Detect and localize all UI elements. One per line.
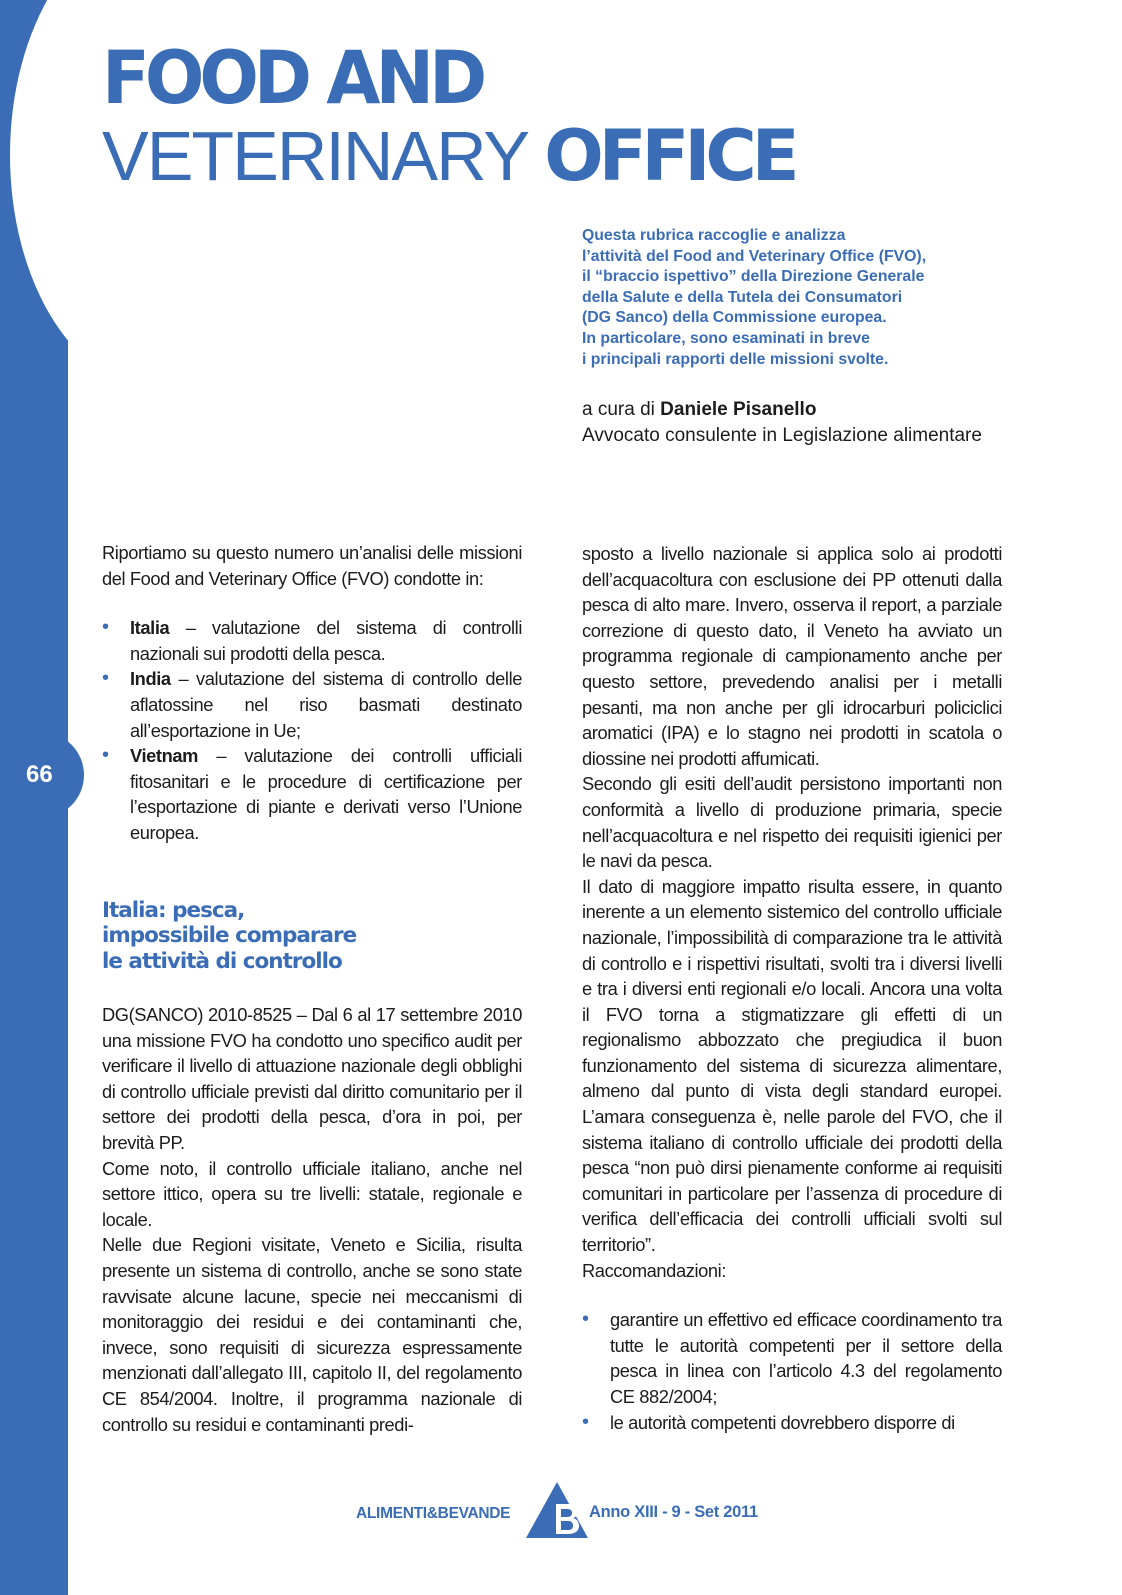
bullet-term: India (130, 668, 171, 690)
journal-logo-icon (526, 1482, 588, 1538)
intro-line: Questa rubrica raccoglie e analizza (582, 227, 846, 244)
page-title (102, 34, 795, 197)
intro-line: (DG Sanco) della Commissione europea. (582, 309, 887, 327)
bullet-text: – valutazione dei controlli ufficiali fitosanitari e le procedure di certificazione per l’esportazione di piante e derivati verso l’Unione europea. (130, 745, 522, 843)
byline (582, 397, 1022, 449)
bullet-term: Italia (130, 617, 170, 639)
page-number: 66 (0, 732, 84, 818)
intro-line: l’attività del Food and Veterinary Office (FVO), (582, 247, 927, 265)
list-item (102, 615, 522, 666)
byline-author (582, 397, 1022, 423)
bullet-text: – valutazione del sistema di controlli nazionali sui prodotti della pesca. (130, 617, 522, 664)
body-paragraph: Il dato di maggiore impatto risulta essere, in quanto inerente a un elemento sistemico del controllo ufficiale nazionale, l’impossibilità di comparazione tra le attività di controllo e i rispettivi risultati, svolti tra i diversi livelli e tra i diversi enti regionali e/o locali. Ancora una volta il FVO torna a stigmatizzare gli effetti di un regionalismo abbozzato che pregiudica il buon funzionamento del sistema di sicurezza alimentare, almeno dal punto di vista degli standard europei. L’amara conseguenza è, nelle parole del FVO, che il sistema italiano di controllo ufficiale dei prodotti della pesca “non può dirsi pienamente conforme ai requisiti comunitari in particolare per l’assenza di procedure di verifica dell’efficacia dei controlli ufficiali svolti sul territorio”. (582, 875, 1002, 1256)
journal-name: ALIMENTI&BEVANDE (356, 1505, 511, 1522)
section-heading (102, 898, 522, 975)
intro-line: della Salute e della Tutela dei Consumatori (582, 288, 903, 306)
byline-prefix: a cura di (582, 399, 661, 420)
lead-paragraph: Riportiamo su questo numero un’analisi delle missioni del Food and Veterinary Office (FVO) condotte in: (102, 542, 522, 589)
title-line-1: FOOD AND (102, 34, 483, 121)
heading-line: le attività di controllo (102, 948, 342, 974)
title-line-2-bold: OFFICE (544, 115, 795, 197)
footer (356, 1480, 786, 1540)
list-item: • garantire un effettivo ed efficace coordinamento tra tutte le autorità competenti per il settore della pesca in linea con l’articolo 4.3 del regolamento CE 882/2004; (582, 1307, 1002, 1409)
issue-info: Anno XIII - 9 - Set 2011 (589, 1503, 758, 1521)
list-item (102, 666, 522, 743)
body-paragraph: sposto a livello nazionale si applica solo ai prodotti dell’acquacoltura con esclusione dei PP ottenuti dalla pesca di alto mare. Invero, osserva il report, a parziale correzione di questo dato, il Veneto ha avviato un programma regionale di campionamento anche per questo settore, prevedendo analisi per i metalli pesanti, ma non anche per gli idrocarburi policiclici aromatici (IPA) e lo stagno nei prodotti in scatola o diossine nei prodotti affumicati. (582, 543, 1002, 769)
recommendations-list (582, 1307, 1002, 1435)
mission-list (102, 615, 522, 845)
title-line-2 (102, 115, 795, 197)
body-paragraph: Secondo gli esiti dell’audit persistono importanti non conformità a livello di produzione primaria, specie nell’acquacoltura e nel rispetto dei requisiti igienici per le navi da pesca. (582, 773, 1002, 872)
bullet-text: – valutazione del sistema di controllo delle aflatossine nel riso basmati destinato all’esportazione in Ue; (130, 668, 522, 741)
title-line-2-light: VETERINARY (102, 117, 545, 195)
body-paragraph: DG(SANCO) 2010-8525 – Dal 6 al 17 settembre 2010 una missione FVO ha condotto uno specifico audit per verificare il livello di attuazione nazionale degli obblighi di controllo ufficiale previsti dal diritto comunitario per il settore dei prodotti della pesca, d’ora in poi, per brevità PP. (102, 1004, 522, 1153)
heading-line: Italia: pesca, (102, 897, 245, 923)
left-column (102, 540, 522, 1437)
intro-line: In particolare, sono esaminati in breve (582, 329, 870, 347)
recommendations-label: Raccomandazioni: (582, 1259, 726, 1281)
author-name: Daniele Pisanello (660, 399, 817, 420)
list-item: • le autorità competenti dovrebbero disporre di (582, 1410, 1002, 1436)
intro-line: i principali rapporti delle missioni svolte. (582, 350, 889, 368)
heading-line: impossibile comparare (102, 923, 357, 949)
intro-box (582, 226, 1002, 370)
body-paragraph: Nelle due Regioni visitate, Veneto e Sicilia, risulta presente un sistema di controllo, anche se sono state ravvisate alcune lacune, specie nei meccanismi di monitoraggio dei residui e dei contaminanti che, invece, sono requisiti di sicurezza espressamente menzionati dall’allegato III, capitolo II, del regolamento CE 854/2004. Inoltre, il programma nazionale di controllo su residui e contaminanti predi- (102, 1234, 522, 1435)
intro-line: il “braccio ispettivo” della Direzione Generale (582, 268, 925, 286)
right-column (582, 541, 1002, 1435)
bullet-term: Vietnam (130, 745, 198, 767)
list-item (102, 743, 522, 845)
author-role: Avvocato consulente in Legislazione alimentare (582, 425, 982, 446)
body-paragraph: Come noto, il controllo ufficiale italiano, anche nel settore ittico, opera su tre livelli: statale, regionale e locale. (102, 1157, 522, 1230)
